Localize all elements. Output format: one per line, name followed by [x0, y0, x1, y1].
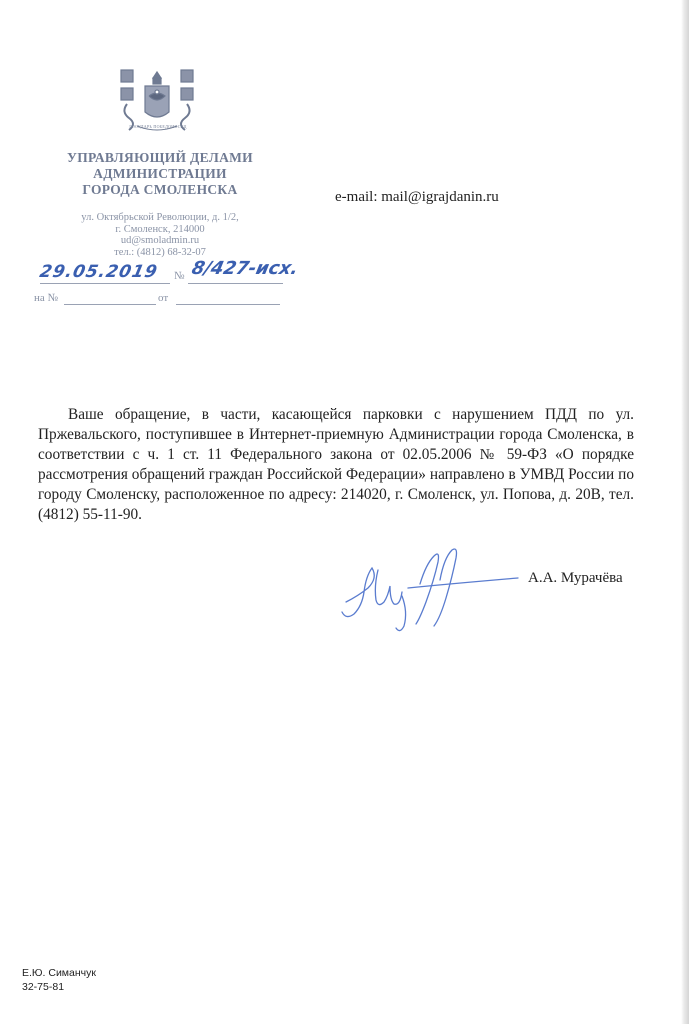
handwritten-signature-icon: [338, 540, 523, 640]
address-phone: тел.: (4812) 68-32-07: [114, 246, 206, 258]
organization-name: [40, 150, 280, 198]
signatory-name: А.А. Мурачёва: [528, 570, 623, 586]
org-line-3: ГОРОДА СМОЛЕНСКА: [82, 182, 238, 197]
handwritten-date: 29.05.2019: [37, 262, 160, 282]
reply-to-number-label: на №: [34, 292, 59, 304]
org-line-1: УПРАВЛЯЮЩИЙ ДЕЛАМИ: [67, 150, 253, 165]
scan-edge-shadow: [681, 0, 689, 1024]
reply-to-date-line: [176, 304, 280, 305]
letter-body: Ваше обращение, в части, касающейся парковки с нарушением ПДД по ул. Пржевальского, поступившее в Интернет-приемную Администрации города Смоленска, в соответствии с ч. 1 ст. 11 Федерального закона от 02.05.2006 № 59-ФЗ «О порядке рассмотрения обращений граждан Российской Федерации» направлено в УМВД России по городу Смоленску, расположенное по адресу: 214020, г. Смоленск, ул. Попова, д. 20В, тел. (4812) 55-11-90.: [38, 406, 634, 523]
executor-phone: 32-75-81: [22, 981, 65, 993]
crest-motto: ГОСУДАРЬ ПОБЕДОНОСЕЦ: [129, 124, 187, 129]
reply-to-number-line: [64, 304, 156, 305]
executor-info: [22, 966, 96, 994]
executor-name: Е.Ю. Симанчук: [22, 967, 96, 979]
address-email: ud@smoladmin.ru: [120, 235, 200, 246]
number-label: №: [174, 270, 185, 282]
address-city: г. Смоленск, 214000: [115, 223, 205, 235]
org-line-2: АДМИНИСТРАЦИИ: [93, 166, 227, 181]
handwritten-number: 8/427-исх.: [189, 258, 301, 279]
organization-address: [70, 212, 250, 258]
recipient-email: e-mail: mail@igrajdanin.ru: [335, 189, 499, 205]
number-underline: [188, 283, 283, 284]
date-underline: [40, 283, 170, 284]
reply-to-date-label: от: [158, 292, 169, 304]
address-street: ул. Октябрьской Революции, д. 1/2,: [81, 212, 239, 223]
